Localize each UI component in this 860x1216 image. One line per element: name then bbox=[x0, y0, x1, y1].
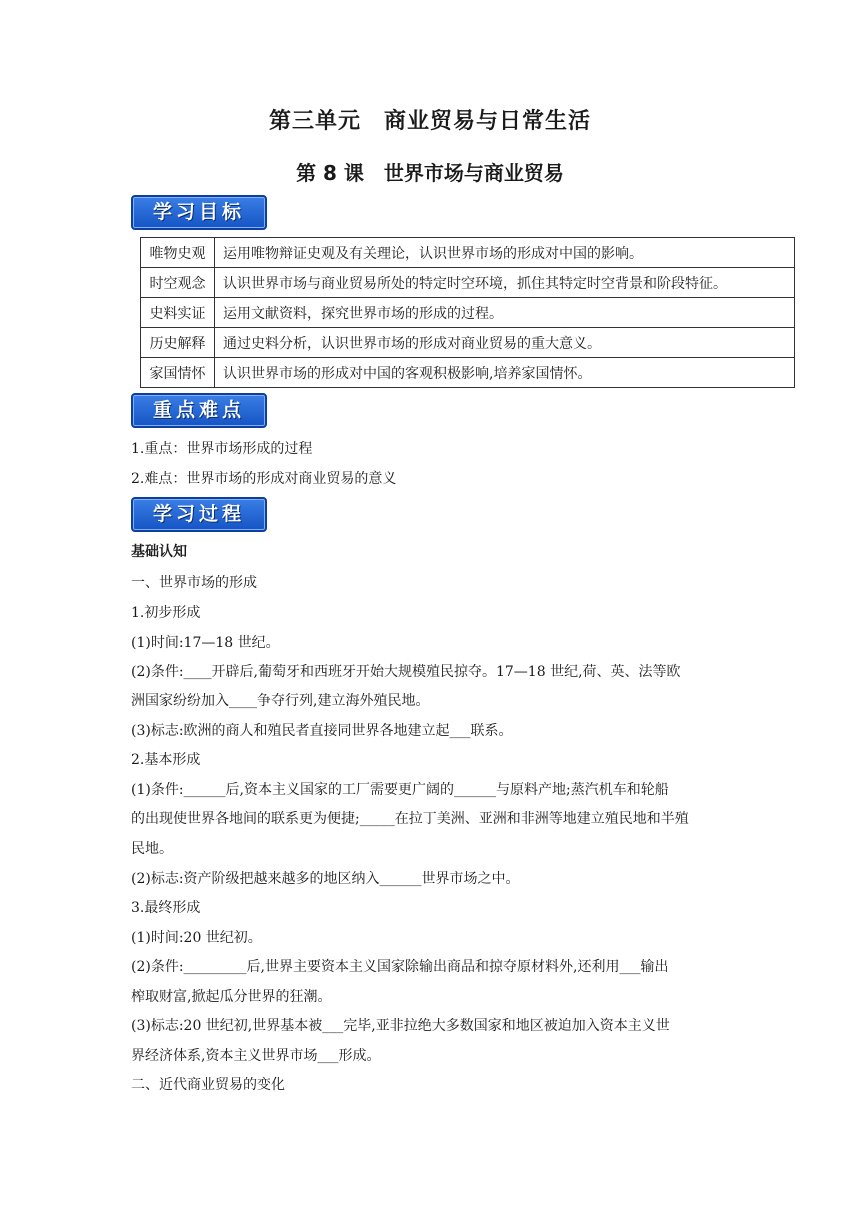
subsection-title: 3.最终形成 bbox=[131, 900, 201, 916]
goal-key: 历史解释 bbox=[141, 328, 215, 358]
body-line: (3)标志:20 世纪初,世界基本被___完毕,亚非拉绝大多数国家和地区被迫加入资本主义世 bbox=[131, 1018, 670, 1034]
goal-key: 史料实证 bbox=[141, 298, 215, 328]
goal-desc: 认识世界市场的形成对中国的客观积极影响,培养家国情怀。 bbox=[215, 358, 795, 388]
section-heading: 基础认知 bbox=[131, 544, 187, 560]
body-line: (1)时间:17—18 世纪。 bbox=[131, 635, 280, 651]
learning-process-banner: 学习过程 bbox=[131, 497, 267, 532]
goal-key: 家国情怀 bbox=[141, 358, 215, 388]
section-title: 一、世界市场的形成 bbox=[131, 575, 257, 591]
goal-key: 时空观念 bbox=[141, 268, 215, 298]
goal-desc: 运用唯物辩证史观及有关理论，认识世界市场的形成对中国的影响。 bbox=[215, 238, 795, 268]
table-row bbox=[141, 238, 795, 268]
section-title: 二、近代商业贸易的变化 bbox=[131, 1077, 285, 1093]
body-line: 榨取财富,掀起瓜分世界的狂潮。 bbox=[131, 989, 332, 1005]
goal-desc: 通过史料分析，认识世界市场的形成对商业贸易的重大意义。 bbox=[215, 328, 795, 358]
body-line: (2)条件:_________后,世界主要资本主义国家除输出商品和掠夺原材料外,还利用___输出 bbox=[131, 959, 669, 975]
body-line: 界经济体系,资本主义世界市场___形成。 bbox=[131, 1048, 381, 1064]
learning-goals-banner: 学习目标 bbox=[131, 195, 267, 230]
body-line: (2)标志:资产阶级把越来越多的地区纳入______世界市场之中。 bbox=[131, 871, 520, 887]
goal-desc: 认识世界市场与商业贸易所处的特定时空环境，抓住其特定时空背景和阶段特征。 bbox=[215, 268, 795, 298]
unit-title: 第三单元 商业贸易与日常生活 bbox=[268, 109, 591, 134]
key-point-item: 1.重点：世界市场形成的过程 bbox=[131, 441, 313, 457]
table-row bbox=[141, 268, 795, 298]
table-row bbox=[141, 358, 795, 388]
table-row bbox=[141, 328, 795, 358]
body-line: 的出现使世界各地间的联系更为便捷;_____在拉丁美洲、亚洲和非洲等地建立殖民地和半殖 bbox=[131, 811, 689, 827]
subsection-title: 2.基本形成 bbox=[131, 752, 201, 768]
body-line: (1)时间:20 世纪初。 bbox=[131, 930, 262, 946]
goal-key: 唯物史观 bbox=[141, 238, 215, 268]
key-point-item: 2.难点：世界市场的形成对商业贸易的意义 bbox=[131, 471, 397, 487]
goals-table bbox=[140, 237, 795, 388]
table-row bbox=[141, 298, 795, 328]
key-points-banner: 重点难点 bbox=[131, 393, 267, 428]
body-line: 民地。 bbox=[131, 841, 173, 857]
lesson-title: 第 8 课 世界市场与商业贸易 bbox=[296, 161, 564, 185]
body-line: (2)条件:____开辟后,葡萄牙和西班牙开始大规模殖民掠夺。17—18 世纪,荷、英、法等欧 bbox=[131, 664, 681, 680]
subsection-title: 1.初步形成 bbox=[131, 605, 201, 621]
goal-desc: 运用文献资料，探究世界市场的形成的过程。 bbox=[215, 298, 795, 328]
body-line: 洲国家纷纷加入____争夺行列,建立海外殖民地。 bbox=[131, 693, 430, 709]
body-line: (3)标志:欧洲的商人和殖民者直接同世界各地建立起___联系。 bbox=[131, 723, 513, 739]
body-line: (1)条件:______后,资本主义国家的工厂需要更广阔的______与原料产地;蒸汽机车和轮船 bbox=[131, 782, 669, 798]
